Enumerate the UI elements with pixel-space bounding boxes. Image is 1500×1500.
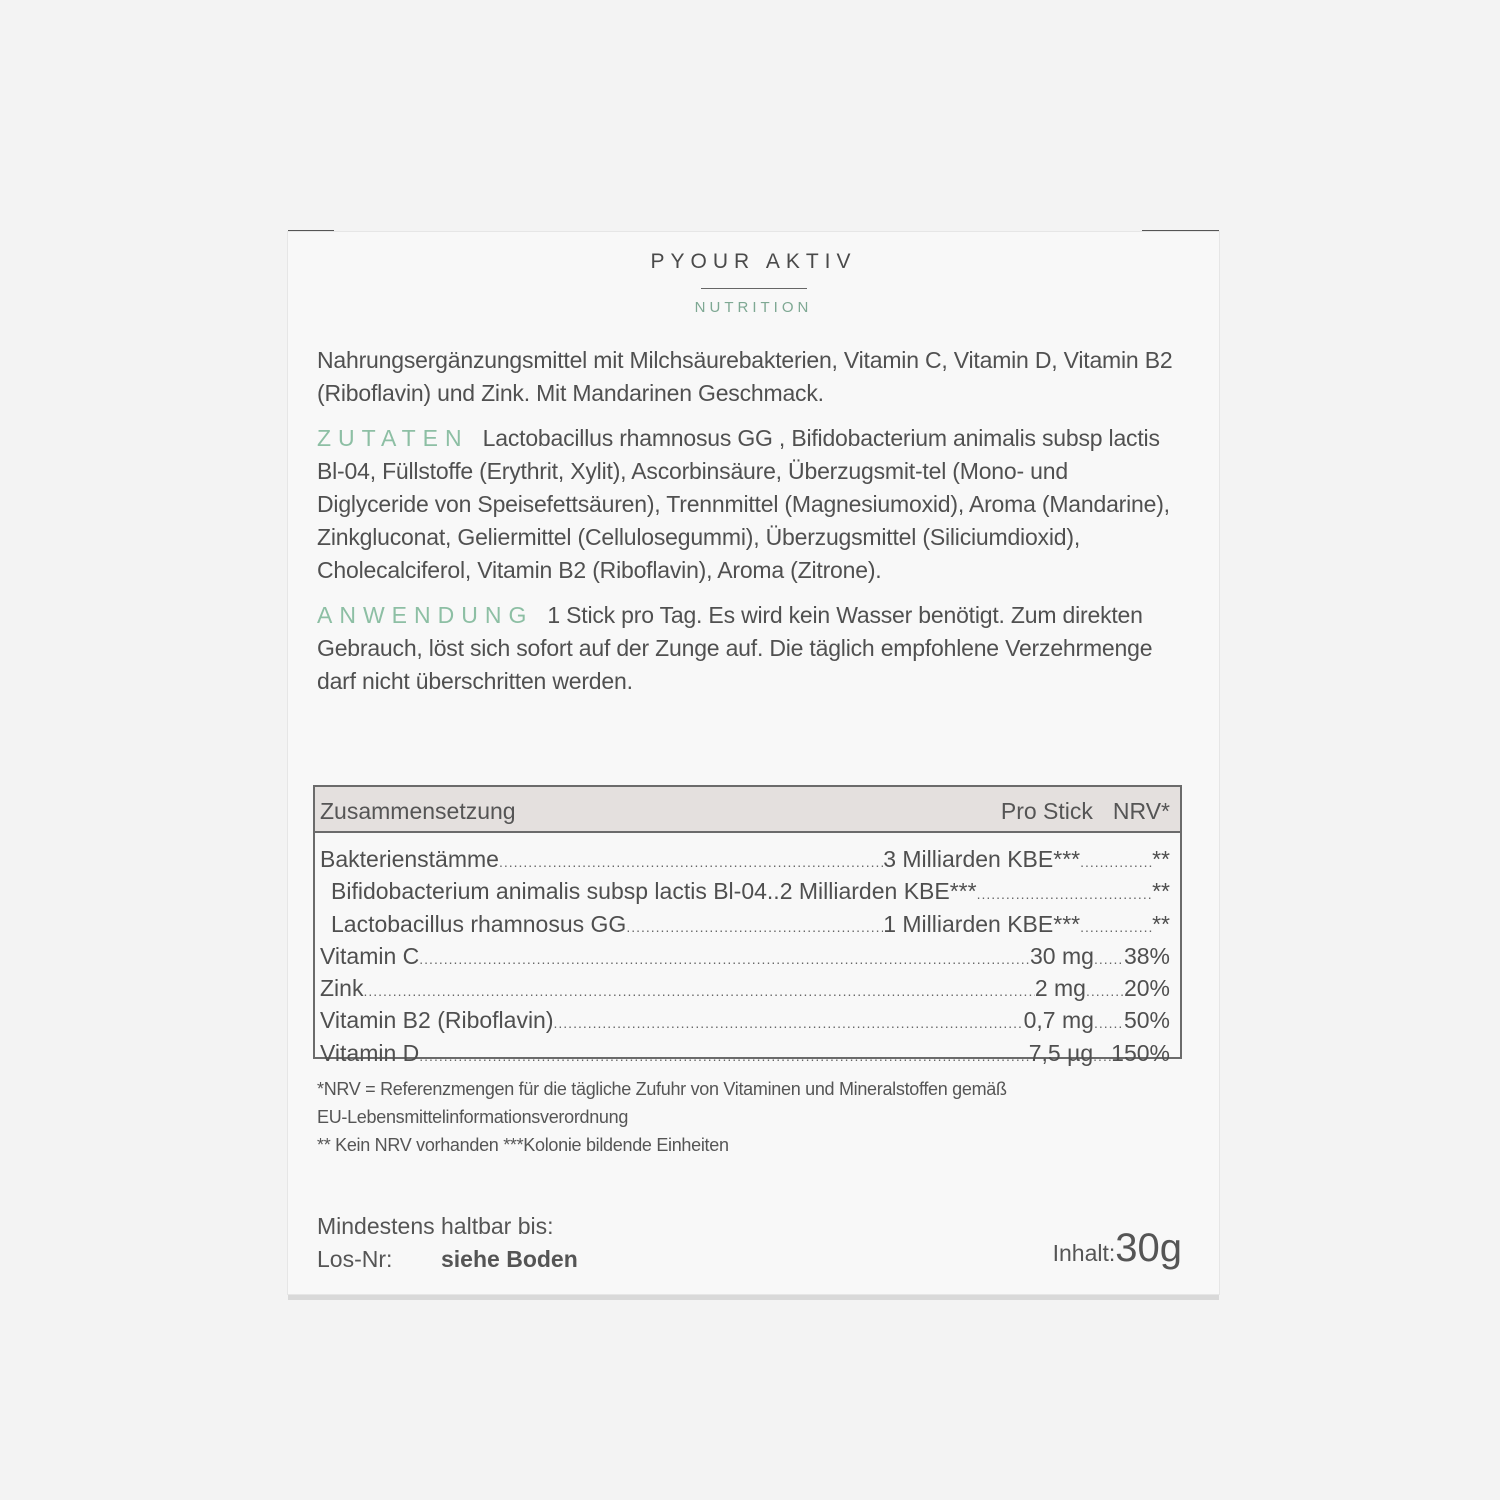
header-per-stick: Pro Stick: [1000, 798, 1093, 824]
ingredients-text: Lactobacillus rhamnosus GG , Bifidobacterium animalis subsp lactis Bl-04, Füllstoffe (Erythrit, Xylit), Ascorbinsäure, Überzugsmit-tel (Mono- und Diglyceride von Speisefettsäuren), Trennmittel (Magnesiumoxid), Aroma (Mandarine), Zinkgluconat, Geliermittel (Cellulosegummi), Überzugsmittel (Siliciumdioxid), Cholecalciferol, Vitamin B2 (Riboflavin), Aroma (Zitrone).: [317, 425, 1170, 583]
brand-name: PYOUR AKTIV: [650, 250, 857, 273]
ingredients-heading: ZUTATEN: [317, 425, 469, 451]
leader-dots: [1094, 945, 1124, 974]
ingredients-paragraph: [317, 422, 1182, 587]
table-row: [315, 1006, 1180, 1038]
net-content: [1053, 1226, 1182, 1271]
composition-rows: [315, 833, 1180, 1071]
row-nrv: 50%: [1123, 1007, 1170, 1034]
footnotes: [317, 1075, 1187, 1159]
best-before-block: [317, 1210, 578, 1276]
row-nrv: **: [1152, 846, 1170, 872]
leader-dots: [363, 977, 1034, 1006]
table-row: [315, 845, 1180, 877]
label-text: [317, 344, 1182, 710]
best-before-label: Mindestens haltbar bis:: [317, 1213, 554, 1239]
row-name: Vitamin D: [320, 1039, 420, 1066]
table-row: [315, 942, 1180, 974]
row-nrv: 20%: [1123, 975, 1170, 1002]
row-nrv: **: [1152, 878, 1170, 905]
table-row: [315, 877, 1180, 909]
row-amount: 1 Milliarden KBE***: [883, 910, 1081, 937]
leader-dots: [1080, 913, 1152, 942]
row-name: Zink: [320, 975, 364, 1002]
leader-dots: [554, 1009, 1024, 1038]
row-amount: 7,5 µg: [1028, 1039, 1094, 1066]
row-amount: 2 mg: [1034, 975, 1086, 1002]
composition-table: [313, 785, 1182, 1066]
leader-dots: [1093, 1042, 1111, 1071]
row-name: Bifidobacterium animalis subsp lactis Bl-04..: [331, 878, 780, 905]
table-row: [315, 974, 1180, 1006]
product-description: Nahrungsergänzungsmittel mit Milchsäurebakterien, Vitamin C, Vitamin D, Vitamin B2 (Riboflavin) und Zink. Mit Mandarinen Geschmack.: [317, 347, 1173, 406]
row-name: Vitamin C: [320, 942, 420, 969]
table-row: [315, 910, 1180, 942]
lot-number-value: siehe Boden: [441, 1246, 578, 1272]
leader-dots: [419, 945, 1030, 974]
usage-heading: ANWENDUNG: [317, 602, 534, 628]
row-nrv: 150%: [1111, 1039, 1170, 1066]
lot-number-label: Los-Nr:: [317, 1246, 393, 1272]
row-nrv: **: [1152, 910, 1170, 937]
row-amount: 30 mg: [1030, 942, 1094, 969]
leader-dots: [499, 848, 883, 877]
brand-divider: [701, 288, 807, 289]
composition-table-header: [315, 787, 1180, 833]
brand-header: [288, 250, 1219, 316]
usage-paragraph: [317, 599, 1182, 698]
row-name: Bakterienstämme: [320, 846, 499, 872]
footnote-legend: ** Kein NRV vorhanden ***Kolonie bildende Einheiten: [317, 1135, 729, 1155]
footnote-regulation: EU-Lebensmittelinformationsverordnung: [317, 1107, 629, 1127]
leader-dots: [1094, 1009, 1124, 1038]
net-content-label: Inhalt:: [1052, 1240, 1116, 1266]
row-amount: 0,7 mg: [1023, 1007, 1094, 1034]
brand-subtitle: NUTRITION: [694, 299, 813, 316]
header-composition: Zusammensetzung: [320, 798, 516, 824]
row-name: Lactobacillus rhamnosus GG: [331, 910, 627, 937]
usage-text: 1 Stick pro Tag. Es wird kein Wasser benötigt. Zum direkten Gebrauch, löst sich sofort auf der Zunge auf. Die täglich empfohlene Verzehrmenge darf nicht überschritten werden.: [317, 602, 1153, 694]
leader-dots: [1086, 977, 1124, 1006]
net-content-value: 30g: [1115, 1226, 1182, 1270]
row-amount: 3 Milliarden KBE***: [883, 846, 1081, 872]
row-name: Vitamin B2 (Riboflavin): [320, 1007, 554, 1034]
leader-dots: [419, 1042, 1028, 1071]
header-nrv: NRV*: [1112, 798, 1170, 824]
row-nrv: 38%: [1123, 942, 1170, 969]
leader-dots: [977, 880, 1153, 909]
leader-dots: [1080, 848, 1152, 877]
table-row: [315, 1039, 1180, 1071]
leader-dots: [626, 913, 883, 942]
row-amount: 2 Milliarden KBE***: [779, 878, 977, 905]
footnote-nrv: *NRV = Referenzmengen für die tägliche Zufuhr von Vitaminen und Mineralstoffen gemäß: [317, 1079, 1007, 1099]
